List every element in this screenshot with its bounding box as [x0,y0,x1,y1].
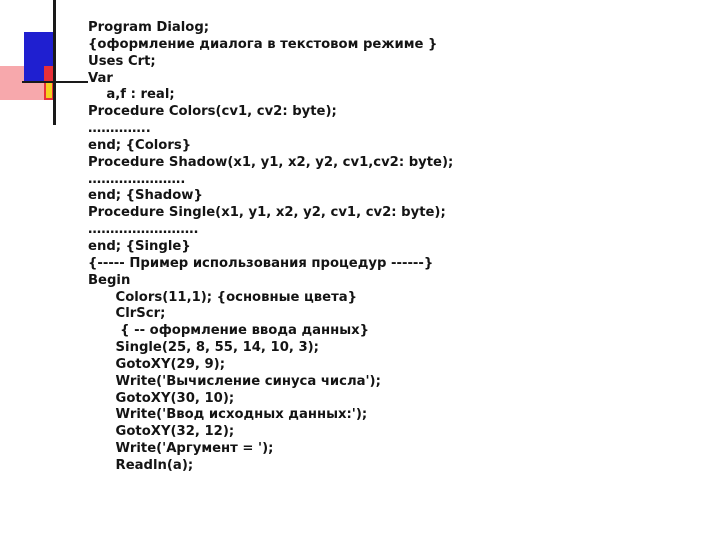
code-line: Readln(a); [88,457,194,473]
code-line: Single(25, 8, 55, 14, 10, 3); [88,340,319,356]
code-line: Program Dialog; [88,20,210,35]
code-line: { -- оформление ввода данных} [88,323,370,339]
decor-vertical-line [53,0,56,125]
code-line: Colors(11,1); {основные цвета} [88,289,358,305]
code-line: {оформление диалога в текстовом режиме } [88,36,438,52]
code-line: Write('Ввод исходных данных:'); [88,407,368,423]
decor-horizontal-line [22,81,88,83]
code-line: …………………. [88,171,186,187]
code-line: ………….. [88,121,151,137]
decor-yellow-bar [46,82,52,98]
code-line: a,f : real; [88,87,175,103]
code-line: GotoXY(29, 9); [88,356,225,372]
code-line: GotoXY(32, 12); [88,424,235,440]
code-line: Procedure Colors(cv1, cv2: byte); [88,104,337,120]
code-listing [88,20,708,475]
code-line: GotoXY(30, 10); [88,390,235,406]
code-line: ClrScr; [88,306,166,322]
code-line: Uses Crt; [88,53,156,69]
code-line: Procedure Shadow(x1, y1, x2, y2, cv1,cv2: byte); [88,154,454,170]
code-line: Write('Вычисление синуса числа'); [88,373,381,389]
code-line: Write('Аргумент = '); [88,441,274,457]
code-line: end; {Shadow} [88,188,203,204]
code-line: Var [88,70,113,86]
code-line: end; {Colors} [88,137,192,153]
code-line: end; {Single} [88,238,191,254]
code-line: ……………………. [88,222,199,238]
code-line: Begin [88,272,131,288]
code-line: Procedure Single(x1, y1, x2, y2, cv1, cv2: byte); [88,205,446,221]
code-line: {----- Пример использования процедур ------} [88,255,434,271]
